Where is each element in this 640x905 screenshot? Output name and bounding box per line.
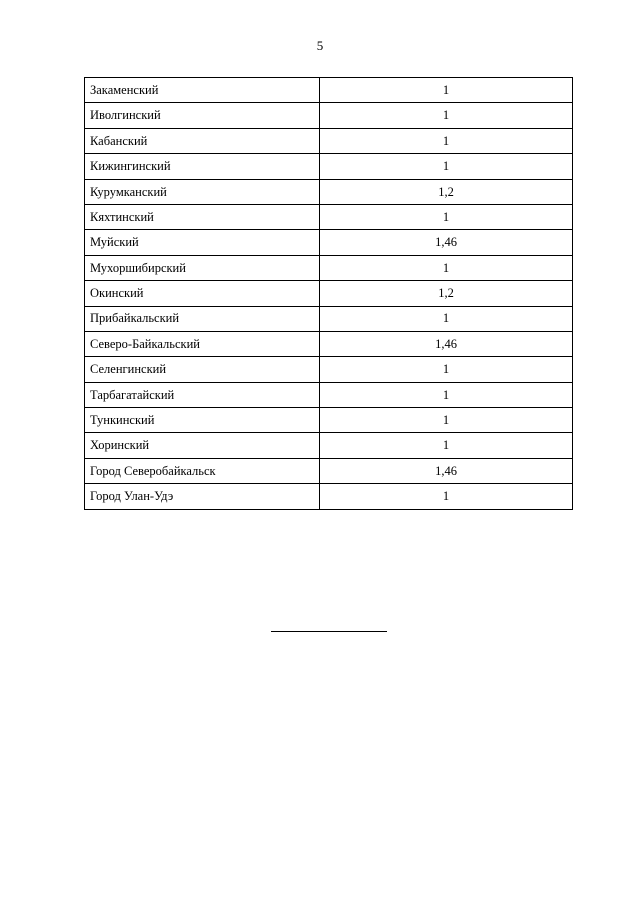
coefficient-cell: 1 [320,255,573,280]
coefficient-cell: 1 [320,382,573,407]
district-name-cell: Тарбагатайский [85,382,320,407]
table-row [85,128,573,153]
document-end-divider [271,631,387,632]
table-row [85,408,573,433]
district-name-cell: Тункинский [85,408,320,433]
district-name-cell: Иволгинский [85,103,320,128]
coefficient-cell: 1,2 [320,179,573,204]
table-row [85,103,573,128]
coefficient-cell: 1 [320,408,573,433]
table-row [85,154,573,179]
district-name-cell: Кижингинский [85,154,320,179]
coefficient-cell: 1,46 [320,331,573,356]
table-row [85,458,573,483]
coefficient-cell: 1 [320,357,573,382]
district-name-cell: Кяхтинский [85,204,320,229]
table-row [85,255,573,280]
district-name-cell: Мухоршибирский [85,255,320,280]
table-row [85,78,573,103]
coefficient-cell: 1 [320,154,573,179]
coefficients-table-container [84,77,572,510]
district-name-cell: Хоринский [85,433,320,458]
coefficient-cell: 1 [320,484,573,509]
page-number: 5 [316,38,324,53]
table-body [85,78,573,510]
district-name-cell: Окинский [85,281,320,306]
district-name-cell: Курумканский [85,179,320,204]
table-row [85,230,573,255]
district-name-cell: Муйский [85,230,320,255]
table-row [85,179,573,204]
table-row [85,433,573,458]
coefficient-cell: 1 [320,433,573,458]
table-row [85,357,573,382]
table-row [85,281,573,306]
coefficient-cell: 1,46 [320,458,573,483]
coefficient-cell: 1 [320,103,573,128]
table-row [85,204,573,229]
coefficient-cell: 1,46 [320,230,573,255]
coefficients-table [84,77,573,510]
district-name-cell: Закаменский [85,78,320,103]
table-row [85,484,573,509]
coefficient-cell: 1 [320,306,573,331]
district-name-cell: Город Улан-Удэ [85,484,320,509]
table-row [85,306,573,331]
table-row [85,382,573,407]
coefficient-cell: 1 [320,204,573,229]
district-name-cell: Прибайкальский [85,306,320,331]
coefficient-cell: 1,2 [320,281,573,306]
coefficient-cell: 1 [320,78,573,103]
coefficient-cell: 1 [320,128,573,153]
district-name-cell: Кабанский [85,128,320,153]
district-name-cell: Селенгинский [85,357,320,382]
district-name-cell: Северо-Байкальский [85,331,320,356]
table-row [85,331,573,356]
district-name-cell: Город Северобайкальск [85,458,320,483]
